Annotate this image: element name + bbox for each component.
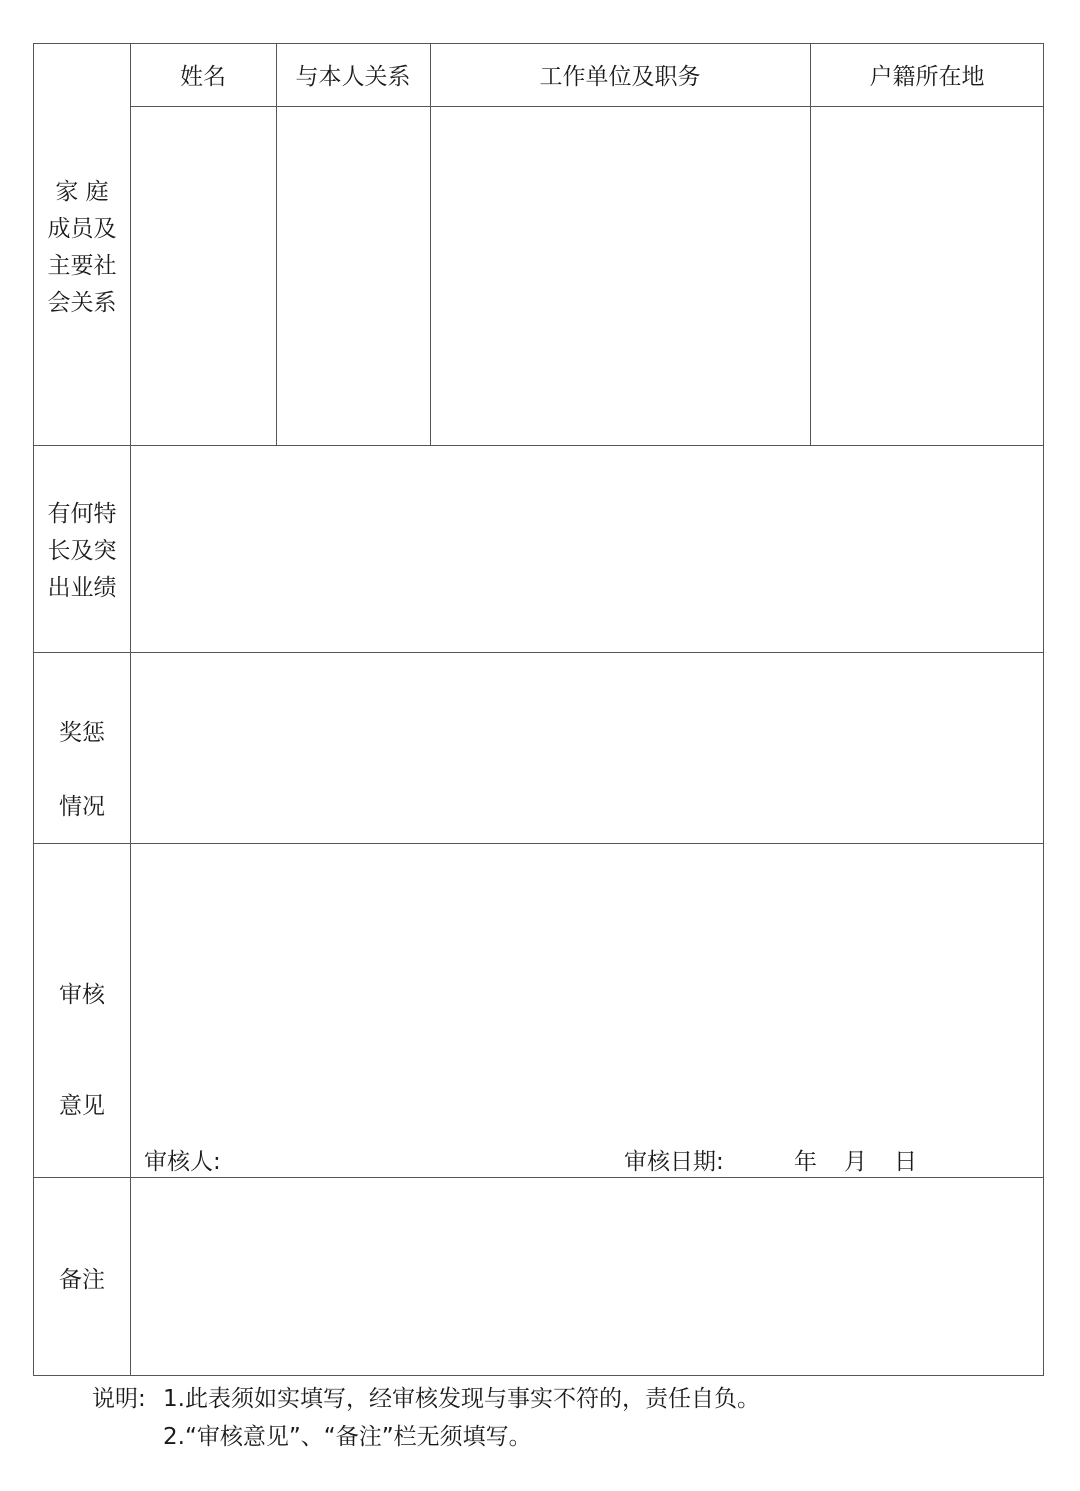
- notes-prefix: 说明:: [92, 1386, 146, 1412]
- column-header-relationship: 与本人关系: [295, 64, 411, 90]
- family-cell-name[interactable]: [132, 108, 275, 444]
- review-month-label: 月: [844, 1149, 867, 1175]
- column-header-employer-position: 工作单位及职务: [539, 64, 701, 90]
- family-cell-employer-position[interactable]: [432, 108, 809, 444]
- column-header-household-registration: 户籍所在地: [869, 64, 985, 90]
- family-cell-household-registration[interactable]: [812, 108, 1043, 444]
- family-col-divider-2: [430, 44, 431, 445]
- specialty-achievements-cell[interactable]: [132, 447, 1043, 651]
- family-relations-label: 家 庭 成员及 主要社 会关系: [47, 179, 117, 316]
- family-header-divider: [130, 106, 1044, 107]
- awards-punishments-cell[interactable]: [132, 654, 1043, 842]
- review-date-label: 审核日期:: [624, 1149, 724, 1175]
- column-header-name: 姓名: [180, 64, 226, 90]
- review-opinion-label: 审核 意见: [59, 982, 105, 1119]
- registration-form-table: [33, 43, 1044, 1376]
- notes-line-2: 2.“审核意见”、“备注”栏无须填写。: [163, 1424, 532, 1450]
- review-opinion-cell[interactable]: [132, 845, 1043, 1135]
- row-divider-specialty: [34, 652, 1044, 653]
- review-year-label: 年: [794, 1149, 817, 1175]
- review-day-label: 日: [894, 1149, 917, 1175]
- notes-line-1: 1.此表须如实填写，经审核发现与事实不符的，责任自负。: [163, 1386, 760, 1412]
- family-col-divider-3: [810, 44, 811, 445]
- remarks-cell[interactable]: [132, 1179, 1043, 1374]
- row-divider-family: [34, 445, 1044, 446]
- specialty-achievements-label: 有何特 长及突 出业绩: [47, 501, 117, 601]
- row-divider-awards: [34, 843, 1044, 844]
- awards-punishments-label: 奖惩 情况: [59, 720, 105, 820]
- family-col-divider-1: [276, 44, 277, 445]
- row-divider-review: [34, 1177, 1044, 1178]
- remarks-label: 备注: [59, 1267, 105, 1293]
- label-column-divider: [130, 44, 131, 1375]
- family-cell-relationship[interactable]: [278, 108, 429, 444]
- reviewer-label: 审核人:: [144, 1149, 221, 1175]
